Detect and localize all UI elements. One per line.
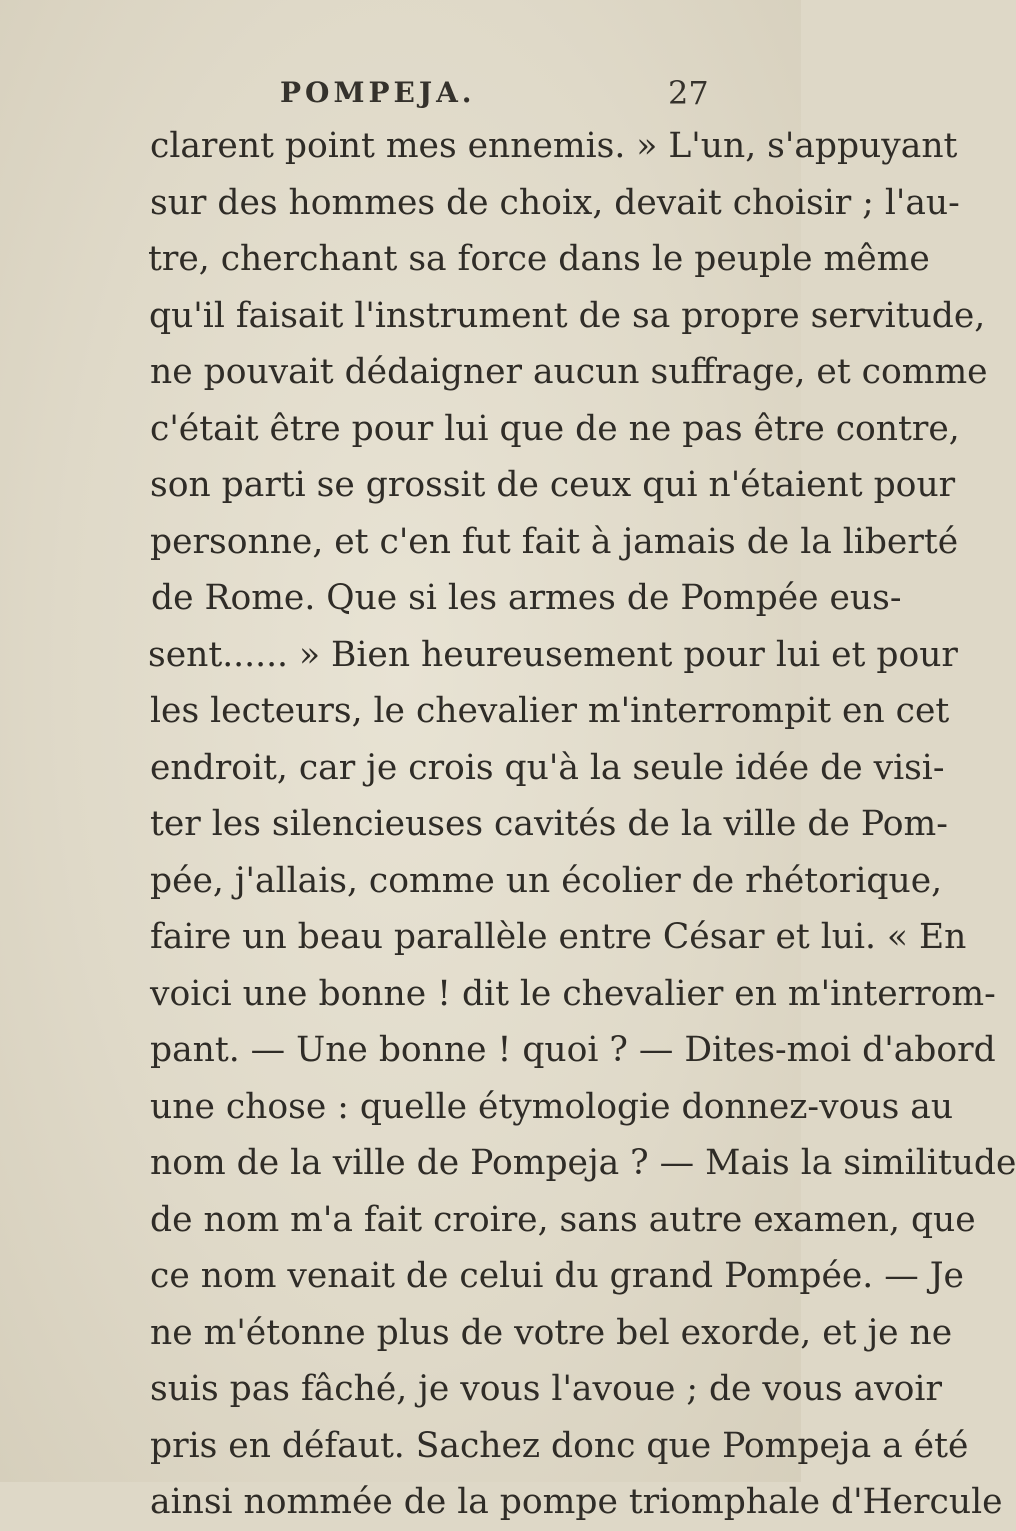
text-line: ter les silencieuses cavités de la ville de Pom-	[150, 804, 948, 844]
text-line: suis pas fâché, je vous l'avoue ; de vous avoir	[150, 1369, 942, 1409]
text-line: nom de la ville de Pompeja ? — Mais la similitude	[150, 1143, 1016, 1183]
text-line: les lecteurs, le chevalier m'interrompit en cet	[150, 691, 950, 731]
text-line: tre, cherchant sa force dans le peuple même	[148, 239, 930, 279]
text-line: son parti se grossit de ceux qui n'étaient pour	[150, 465, 956, 505]
text-line: pris en défaut. Sachez donc que Pompeja a été	[150, 1425, 969, 1466]
text-line: qu'il faisait l'instrument de sa propre servitude,	[149, 295, 986, 336]
text-line: ainsi nommée de la pompe triomphale d'Hercule	[150, 1482, 1003, 1522]
text-line: ne m'étonne plus de votre bel exorde, et je ne	[150, 1312, 953, 1353]
text-line: c'était être pour lui que de ne pas être contre,	[150, 408, 960, 449]
text-line: ce nom venait de celui du grand Pompée. — Je	[150, 1256, 964, 1296]
text-line: ne pouvait dédaigner aucun suffrage, et comme	[150, 352, 988, 392]
text-line: sent...... » Bien heureusement pour lui et pour	[148, 634, 958, 675]
text-line: sur des hommes de choix, devait choisir ; l'au-	[150, 182, 960, 223]
page-number: 27	[668, 74, 709, 112]
running-head: POMPEJA.	[280, 76, 476, 109]
text-line: endroit, car je crois qu'à la seule idée de visi-	[150, 747, 945, 788]
text-line: pée, j'allais, comme un écolier de rhétorique,	[150, 860, 943, 901]
text-line: de Rome. Que si les armes de Pompée eus-	[151, 578, 902, 618]
text-line: une chose : quelle étymologie donnez-vous au	[150, 1086, 954, 1127]
text-line: personne, et c'en fut fait à jamais de la liberté	[150, 521, 959, 562]
text-line: pant. — Une bonne ! quoi ? — Dites-moi d'abord	[150, 1030, 996, 1070]
text-line: faire un beau parallèle entre César et lui. « En	[150, 917, 967, 957]
body-text	[0, 118, 1016, 1531]
text-line: voici une bonne ! dit le chevalier en m'interrom-	[150, 973, 996, 1014]
text-line: clarent point mes ennemis. » L'un, s'appuyant	[150, 126, 958, 166]
text-line: de nom m'a fait croire, sans autre examen, que	[150, 1199, 976, 1240]
